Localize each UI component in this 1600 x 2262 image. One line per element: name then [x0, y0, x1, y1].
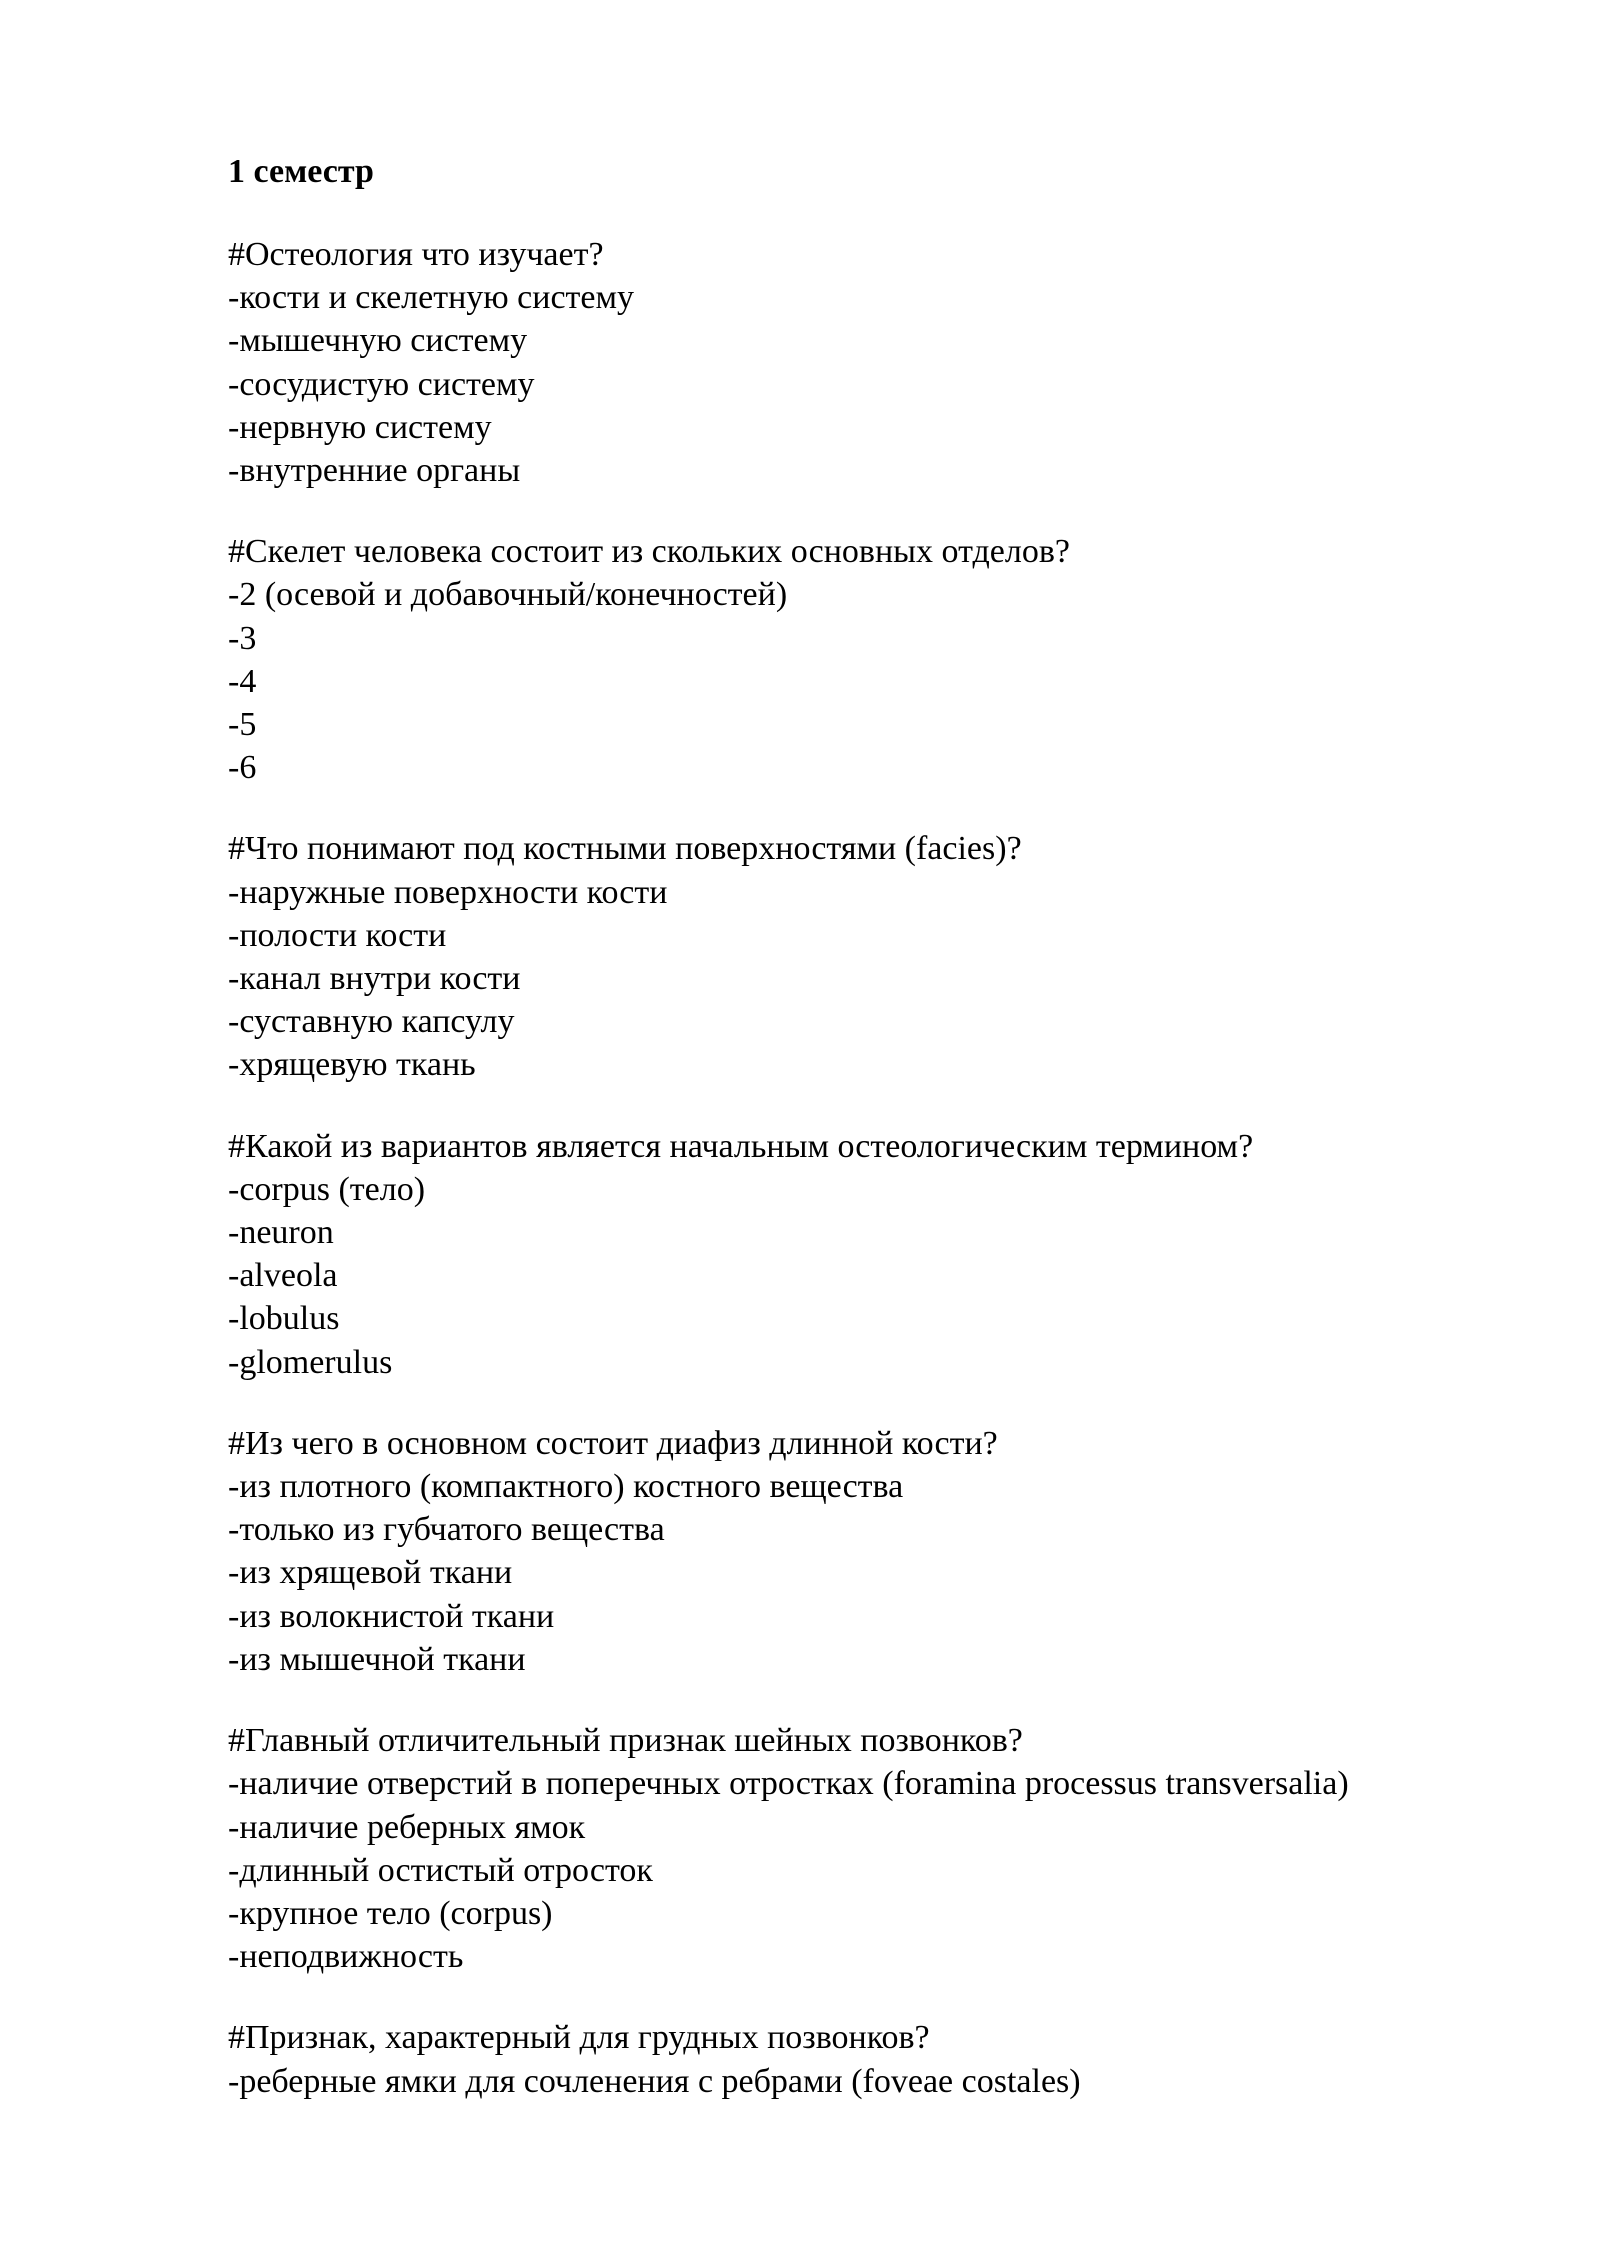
answer-option: -corpus (тело) — [228, 1170, 426, 1208]
answer-option: -neuron — [228, 1214, 334, 1252]
question-block — [228, 2016, 1528, 2102]
answer-option: -наличие реберных ямок — [228, 1808, 586, 1846]
question-text: #Остеология что изучает? — [228, 236, 604, 273]
document-content — [228, 150, 1528, 2141]
answer-option: -из хрящевой ткани — [228, 1554, 513, 1592]
answer-option: -длинный остистый отросток — [228, 1851, 653, 1889]
question-block — [228, 827, 1528, 1086]
answer-option: -крупное тело (corpus) — [228, 1894, 553, 1932]
answer-option: -только из губчатого вещества — [228, 1511, 665, 1549]
question-text: #Что понимают под костными поверхностями (facies)? — [228, 830, 1022, 868]
answer-option: -полости кости — [228, 916, 447, 954]
answer-option: -2 (осевой и добавочный/конечностей) — [228, 576, 788, 614]
answer-option: -канал внутри кости — [228, 960, 521, 998]
answer-option: -внутренние органы — [228, 452, 521, 490]
question-block — [228, 233, 1528, 492]
answer-option: -из волокнистой ткани — [228, 1597, 555, 1635]
question-block — [228, 1422, 1528, 1681]
question-block — [228, 530, 1528, 789]
answer-option: -glomerulus — [228, 1343, 393, 1381]
answer-option: -сосудистую систему — [228, 365, 535, 403]
answer-option: -из плотного (компактного) костного вещества — [228, 1468, 904, 1506]
question-block — [228, 1719, 1528, 1978]
answer-option: -наличие отверстий в поперечных отростках (foramina processus transversalia) — [228, 1765, 1349, 1803]
answer-option: -хрящевую ткань — [228, 1046, 476, 1084]
question-text: #Признак, характерный для грудных позвонков? — [228, 2019, 930, 2057]
semester-title: 1 семестр — [228, 153, 374, 190]
answer-option: -lobulus — [228, 1300, 340, 1338]
question-block — [228, 1125, 1528, 1384]
answer-option: -4 — [228, 662, 257, 700]
question-text: #Какой из вариантов является начальным остеологическим термином? — [228, 1127, 1254, 1165]
question-text: #Из чего в основном состоит диафиз длинной кости? — [228, 1424, 998, 1462]
answer-option: -суставную капсулу — [228, 1003, 515, 1041]
answer-option: -5 — [228, 706, 257, 744]
answer-option: -неподвижность — [228, 1938, 464, 1976]
answer-option: -мышечную систему — [228, 322, 528, 360]
answer-option: -alveola — [228, 1257, 338, 1295]
question-text: #Скелет человека состоит из скольких основных отделов? — [228, 533, 1070, 571]
answer-option: -6 — [228, 749, 257, 787]
answer-option: -из мышечной ткани — [228, 1640, 526, 1678]
answer-option: -кости и скелетную систему — [228, 279, 635, 317]
answer-option: -реберные ямки для сочленения с ребрами (foveae costales) — [228, 2062, 1081, 2100]
answer-option: -наружные поверхности кости — [228, 873, 668, 911]
question-text: #Главный отличительный признак шейных позвонков? — [228, 1722, 1023, 1760]
answer-option: -нервную систему — [228, 408, 492, 446]
answer-option: -3 — [228, 619, 257, 657]
